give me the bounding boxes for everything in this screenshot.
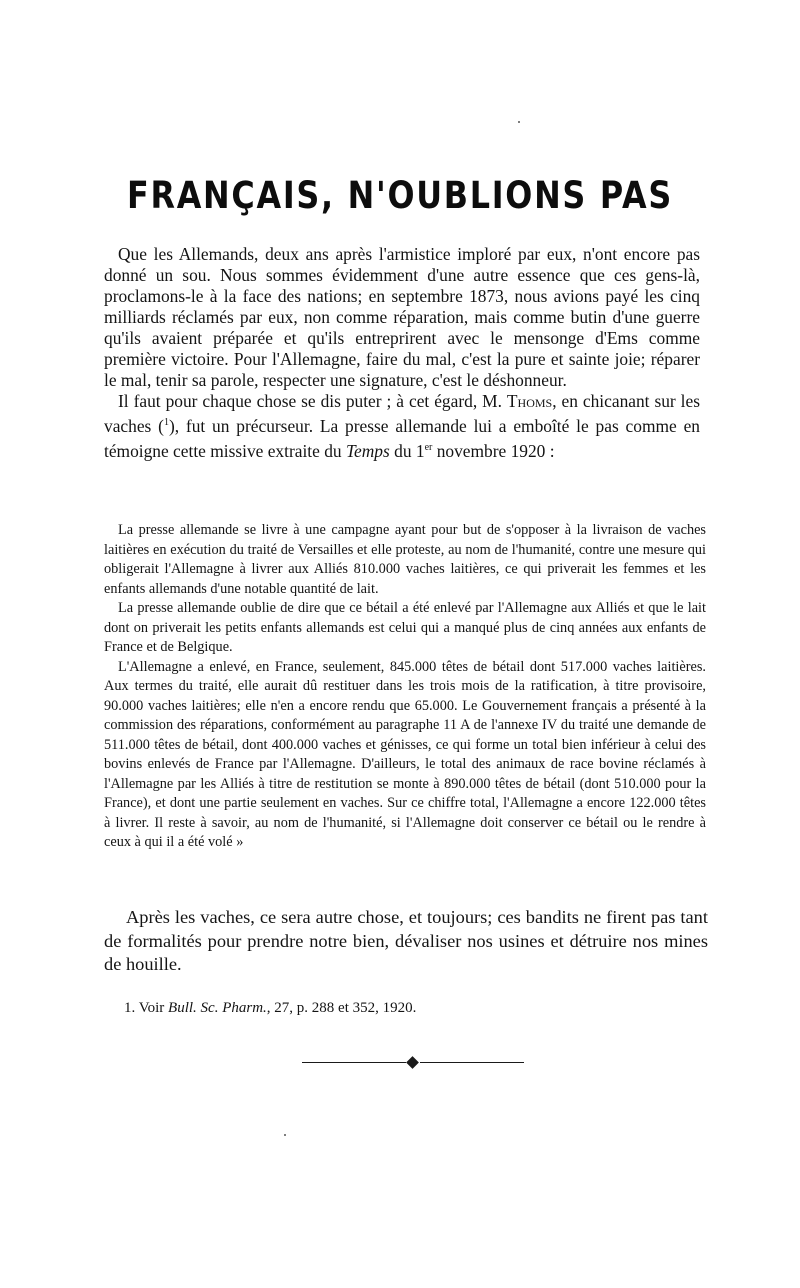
footnote-journal: Bull. Sc. Pharm.	[168, 1000, 267, 1016]
ornament-line-left	[302, 1062, 406, 1063]
closing-paragraph: Après les vaches, ce sera autre chose, et toujours; ces bandits ne firent pas tant de formalités pour prendre notre bien, dévaliser nos usines et détruire nos mines de houille.	[104, 907, 708, 974]
footnote-text: Voir	[135, 1000, 169, 1016]
footnote-number: 1.	[124, 1000, 136, 1016]
paper-speck	[284, 1134, 286, 1136]
intro-paragraph-2	[104, 391, 700, 462]
footnote-reference: 1	[163, 417, 169, 428]
ornament-line-right	[420, 1062, 524, 1063]
intro-text-part: , en chicanant sur les vaches (	[104, 391, 700, 436]
intro-paragraph-1: Que les Allemands, deux ans après l'armistice imploré par eux, n'ont encore pas donné un sou. Nous sommes évidemment d'une autre essence que ces gens-là, proclamons-le à la face des nations; en septembre 1873, nous avions payé les cinq milliards réclamés par eux, non comme réparation, mais comme butin d'une guerre qu'ils avaient préparée et qu'ils entreprirent avec le mensonge d'Ems comme première victoire. Pour l'Allemagne, faire du mal, c'est la pure et sainte joie; réparer le mal, tenir sa parole, respecter une signature, c'est le déshonneur.	[104, 244, 700, 390]
intro-text-part: novembre 1920 :	[432, 440, 555, 461]
quote-paragraph-3: L'Allemagne a enlevé, en France, seulement, 845.000 têtes de bétail dont 517.000 vaches laitières. Aux termes du traité, elle aurait dû restituer dans les trois mois de la ratification, à titre provisoire, 90.000 vaches laitières; elle n'en a encore rendu que 65.000. Le Gouvernement français a présenté à la commission des réparations, conformément au paragraphe 11 A de l'annexe IV du traité une demande de 511.000 têtes de bétail, dont 400.000 vaches et génisses, ce qui forme un total bien inférieur à celui des bovins enlevés de France par l'Allemagne. D'ailleurs, le total des animaux de race bovine réclamés à l'Allemagne par les Alliés à titre de restitution se monte à 890.000 têtes de bétail (dont 510.000 pour la France), et dont une partie seulement en vaches. Sur ce chiffre total, l'Allemagne a encore 122.000 têtes à livrer. Il reste à savoir, au nom de l'humanité, si l'Allemagne doit conserver ce bétail ou le rendre à ceux à qui il a été volé »	[104, 658, 706, 850]
journal-name: Temps	[345, 440, 390, 461]
page-title: FRANÇAIS, N'OUBLIONS PAS	[127, 174, 673, 217]
author-name: Thoms	[506, 391, 553, 411]
footnote	[124, 998, 416, 1018]
paper-speck	[518, 121, 520, 123]
intro-text-part: Il faut pour chaque chose se dis puter ; à cet égard, M.	[118, 391, 507, 411]
diamond-rule-icon	[302, 1056, 526, 1070]
intro-text-part: du 1	[389, 440, 425, 461]
intro-text-part: ), fut un précurseur. La presse allemande lui a emboîté le pas comme en témoigne cette missive extraite du	[104, 415, 700, 461]
ordinal-suffix: er	[424, 441, 433, 453]
closing-section	[104, 906, 708, 977]
quote-paragraph-2: La presse allemande oublie de dire que ce bétail a été enlevé par l'Allemagne aux Alliés et que le lait dont on priverait les petits enfants allemands est celui qui a manqué plus de cinq années aux enfants de France et de Belgique.	[104, 600, 706, 655]
quote-paragraph-1: La presse allemande se livre à une campagne ayant pour but de s'opposer à la livraison de vaches laitières en exécution du traité de Versailles et elle proteste, au nom de l'humanité, contre une mesure qui obligerait l'Allemagne à livrer aux Alliés 810.000 vaches laitières, ce qui priverait les femmes et les enfants allemands d'une notable quantité de lait.	[104, 522, 706, 597]
footnote-text: , 27, p. 288 et 352, 1920.	[266, 1000, 417, 1016]
ornament-diamond	[406, 1056, 419, 1069]
quoted-article	[104, 521, 706, 853]
intro-section	[104, 244, 700, 462]
